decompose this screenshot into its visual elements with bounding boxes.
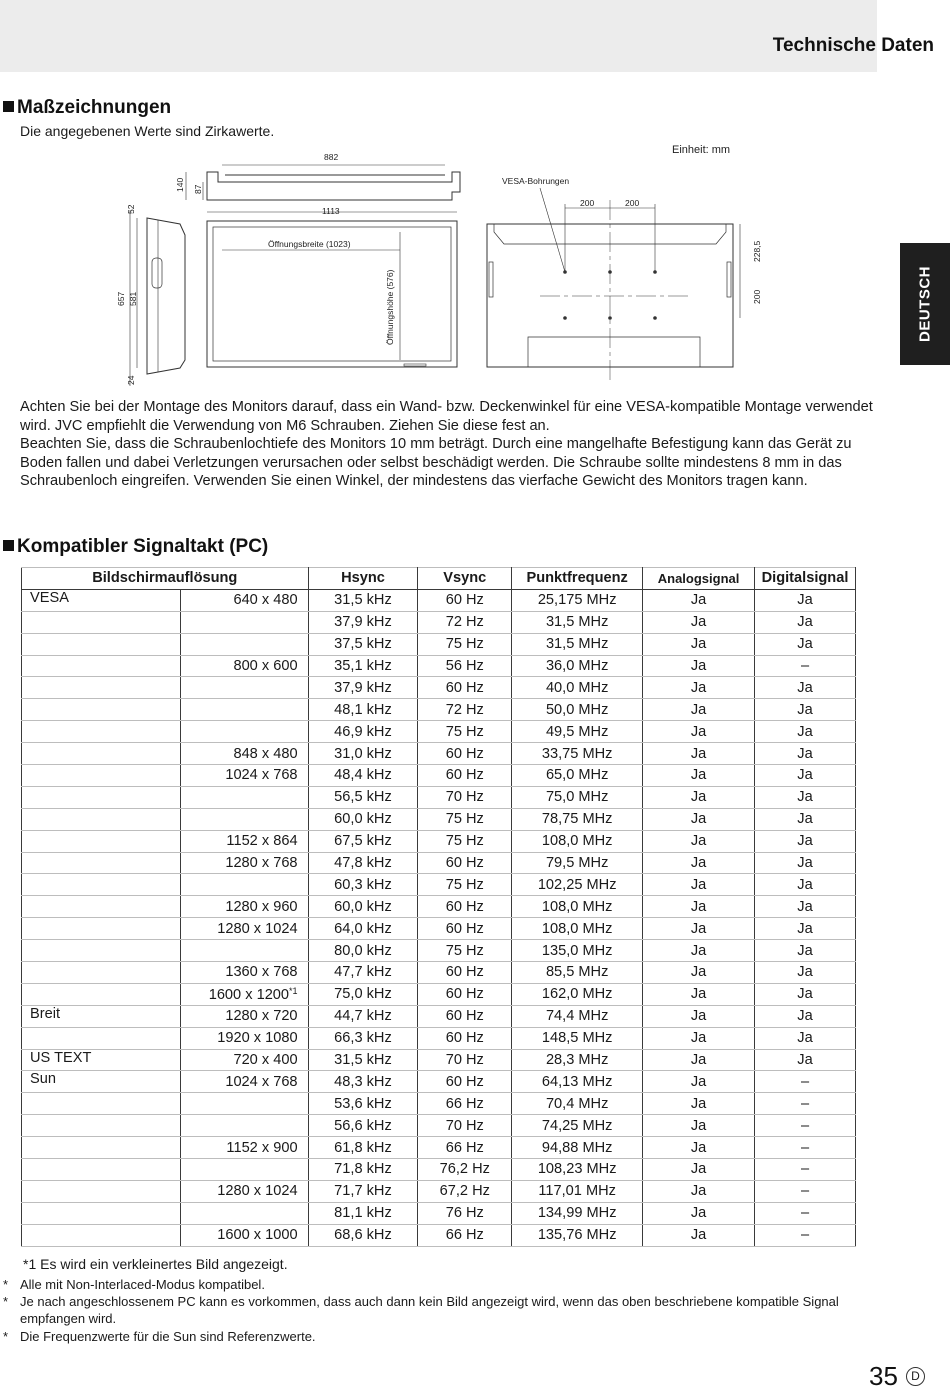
table-row — [22, 611, 856, 633]
table-row — [22, 983, 856, 1005]
cell-digital: – — [755, 1224, 856, 1246]
section-title-text: Maßzeichnungen — [17, 97, 172, 118]
cell-resolution: 1920 x 1080 — [180, 1027, 308, 1049]
cell-dotclock: 36,0 MHz — [512, 655, 643, 677]
cell-analog: Ja — [643, 655, 755, 677]
cell-digital: Ja — [755, 721, 856, 743]
dimensions-intro: Die angegebenen Werte sind Zirkawerte. — [20, 123, 275, 139]
table-row — [22, 655, 856, 677]
cell-group — [22, 918, 181, 940]
language-badge: D — [906, 1367, 925, 1386]
cell-vsync: 60 Hz — [418, 896, 512, 918]
dim-vesa-200-left: 200 — [580, 198, 595, 208]
cell-resolution — [180, 1115, 308, 1137]
dim-opening-width: Öffnungsbreite (1023) — [268, 239, 351, 249]
cell-hsync: 48,3 kHz — [308, 1071, 418, 1093]
cell-digital: – — [755, 1137, 856, 1159]
note-text: Alle mit Non-Interlaced-Modus kompatibel. — [20, 1277, 265, 1292]
cell-vsync: 60 Hz — [418, 1027, 512, 1049]
cell-vsync: 75 Hz — [418, 940, 512, 962]
cell-vsync: 60 Hz — [418, 918, 512, 940]
cell-resolution: 1600 x 1200$^{*1}$ — [180, 983, 308, 1005]
cell-analog: Ja — [643, 589, 755, 611]
cell-hsync: 46,9 kHz — [308, 721, 418, 743]
cell-resolution — [180, 721, 308, 743]
table-row — [22, 1202, 856, 1224]
dim-228-5: 228,5 — [752, 240, 762, 262]
cell-resolution — [180, 1159, 308, 1181]
cell-hsync: 67,5 kHz — [308, 830, 418, 852]
cell-analog: Ja — [643, 830, 755, 852]
cell-resolution — [180, 874, 308, 896]
column-header: Digitalsignal — [755, 568, 856, 590]
cell-group — [22, 962, 181, 984]
cell-resolution: 640 x 480 — [180, 589, 308, 611]
cell-analog: Ja — [643, 1027, 755, 1049]
table-row — [22, 743, 856, 765]
cell-hsync: 37,9 kHz — [308, 611, 418, 633]
cell-analog: Ja — [643, 1071, 755, 1093]
cell-digital: – — [755, 1202, 856, 1224]
table-row — [22, 1115, 856, 1137]
table-row — [22, 1005, 856, 1027]
cell-digital: Ja — [755, 962, 856, 984]
table-row — [22, 589, 856, 611]
cell-dotclock: 134,99 MHz — [512, 1202, 643, 1224]
cell-hsync: 56,6 kHz — [308, 1115, 418, 1137]
table-row — [22, 1049, 856, 1071]
cell-resolution: 720 x 400 — [180, 1049, 308, 1071]
cell-group — [22, 1115, 181, 1137]
cell-digital: – — [755, 1093, 856, 1115]
cell-resolution — [180, 611, 308, 633]
cell-hsync: 66,3 kHz — [308, 1027, 418, 1049]
cell-hsync: 47,7 kHz — [308, 962, 418, 984]
table-row — [22, 765, 856, 787]
column-header: Vsync — [418, 568, 512, 590]
cell-digital: – — [755, 1071, 856, 1093]
cell-dotclock: 50,0 MHz — [512, 699, 643, 721]
cell-dotclock: 135,0 MHz — [512, 940, 643, 962]
cell-group — [22, 611, 181, 633]
page-title: Technische Daten — [772, 35, 934, 56]
cell-hsync: 37,5 kHz — [308, 633, 418, 655]
cell-resolution: 1152 x 900 — [180, 1137, 308, 1159]
cell-group — [22, 1180, 181, 1202]
cell-resolution: 1280 x 960 — [180, 896, 308, 918]
table-row — [22, 677, 856, 699]
cell-analog: Ja — [643, 765, 755, 787]
cell-dotclock: 70,4 MHz — [512, 1093, 643, 1115]
table-row — [22, 721, 856, 743]
dim-52: 52 — [126, 204, 136, 214]
cell-resolution: 848 x 480 — [180, 743, 308, 765]
cell-analog: Ja — [643, 918, 755, 940]
cell-vsync: 75 Hz — [418, 721, 512, 743]
cell-digital: Ja — [755, 852, 856, 874]
cell-resolution: 1024 x 768 — [180, 1071, 308, 1093]
mounting-paragraph: Beachten Sie, dass die Schraubenlochtiefe des Monitors 10 mm beträgt. Durch eine mangelhafte Befestigung kann das Gerät zu Boden fallen und dabei Verletzungen verursachen oder selbst beschädigt werden. Die Schraube sollte mindestens 8 mm in das Schraubenloch eingreifen. Verwenden Sie einen Winkel, der mindestens das vierfache Gewicht des Monitors tragen kann. — [20, 436, 852, 490]
cell-resolution: 1280 x 1024 — [180, 918, 308, 940]
cell-dotclock: 148,5 MHz — [512, 1027, 643, 1049]
cell-group — [22, 983, 181, 1005]
cell-vsync: 75 Hz — [418, 830, 512, 852]
cell-vsync: 60 Hz — [418, 962, 512, 984]
mounting-instructions — [20, 398, 880, 491]
cell-resolution — [180, 633, 308, 655]
note-item — [3, 1276, 863, 1293]
cell-dotclock: 74,4 MHz — [512, 1005, 643, 1027]
cell-digital: – — [755, 1180, 856, 1202]
unit-label: Einheit: mm — [672, 144, 731, 156]
cell-resolution: 1024 x 768 — [180, 765, 308, 787]
cell-vsync: 60 Hz — [418, 852, 512, 874]
cell-dotclock: 65,0 MHz — [512, 765, 643, 787]
cell-dotclock: 49,5 MHz — [512, 721, 643, 743]
table-row — [22, 699, 856, 721]
cell-hsync: 53,6 kHz — [308, 1093, 418, 1115]
cell-resolution: 1152 x 864 — [180, 830, 308, 852]
table-row — [22, 874, 856, 896]
cell-vsync: 60 Hz — [418, 589, 512, 611]
cell-analog: Ja — [643, 983, 755, 1005]
cell-dotclock: 40,0 MHz — [512, 677, 643, 699]
cell-digital: Ja — [755, 699, 856, 721]
cell-vsync: 60 Hz — [418, 983, 512, 1005]
cell-group — [22, 786, 181, 808]
cell-analog: Ja — [643, 1049, 755, 1071]
cell-analog: Ja — [643, 699, 755, 721]
cell-dotclock: 162,0 MHz — [512, 983, 643, 1005]
cell-vsync: 76,2 Hz — [418, 1159, 512, 1181]
cell-vsync: 76 Hz — [418, 1202, 512, 1224]
table-row — [22, 830, 856, 852]
cell-dotclock: 85,5 MHz — [512, 962, 643, 984]
cell-digital: Ja — [755, 743, 856, 765]
cell-resolution — [180, 699, 308, 721]
cell-vsync: 60 Hz — [418, 677, 512, 699]
cell-dotclock: 78,75 MHz — [512, 808, 643, 830]
cell-dotclock: 117,01 MHz — [512, 1180, 643, 1202]
cell-hsync: 31,5 kHz — [308, 589, 418, 611]
cell-hsync: 60,3 kHz — [308, 874, 418, 896]
cell-analog: Ja — [643, 1159, 755, 1181]
section-title-signal-timing — [3, 536, 268, 558]
cell-analog: Ja — [643, 1115, 755, 1137]
cell-group — [22, 743, 181, 765]
cell-group: Breit — [22, 1005, 181, 1027]
cell-group — [22, 852, 181, 874]
cell-group — [22, 633, 181, 655]
footnote-marker: *1 — [289, 985, 298, 996]
cell-analog: Ja — [643, 874, 755, 896]
cell-vsync: 75 Hz — [418, 808, 512, 830]
cell-vsync: 70 Hz — [418, 1049, 512, 1071]
cell-group — [22, 808, 181, 830]
cell-vsync: 60 Hz — [418, 1005, 512, 1027]
cell-analog: Ja — [643, 808, 755, 830]
cell-group — [22, 896, 181, 918]
table-row — [22, 1071, 856, 1093]
table-row — [22, 962, 856, 984]
cell-resolution — [180, 808, 308, 830]
cell-hsync: 48,4 kHz — [308, 765, 418, 787]
cell-dotclock: 75,0 MHz — [512, 786, 643, 808]
cell-digital: Ja — [755, 1027, 856, 1049]
cell-vsync: 72 Hz — [418, 611, 512, 633]
cell-resolution — [180, 940, 308, 962]
cell-resolution: 1360 x 768 — [180, 962, 308, 984]
dim-140: 140 — [175, 177, 185, 192]
cell-hsync: 60,0 kHz — [308, 808, 418, 830]
cell-group: Sun — [22, 1071, 181, 1093]
cell-group — [22, 655, 181, 677]
dim-87: 87 — [193, 184, 203, 194]
cell-analog: Ja — [643, 896, 755, 918]
column-header: Hsync — [308, 568, 418, 590]
cell-vsync: 66 Hz — [418, 1137, 512, 1159]
cell-dotclock: 94,88 MHz — [512, 1137, 643, 1159]
cell-hsync: 60,0 kHz — [308, 896, 418, 918]
cell-hsync: 71,8 kHz — [308, 1159, 418, 1181]
cell-analog: Ja — [643, 743, 755, 765]
cell-analog: Ja — [643, 962, 755, 984]
cell-group: US TEXT — [22, 1049, 181, 1071]
cell-dotclock: 79,5 MHz — [512, 852, 643, 874]
table-body — [22, 589, 856, 1246]
cell-resolution: 1280 x 1024 — [180, 1180, 308, 1202]
column-header: Analogsignal — [643, 568, 755, 590]
cell-group — [22, 940, 181, 962]
cell-dotclock: 102,25 MHz — [512, 874, 643, 896]
page-number: 35 — [869, 1361, 898, 1389]
cell-resolution — [180, 1093, 308, 1115]
cell-analog: Ja — [643, 1137, 755, 1159]
table-row — [22, 896, 856, 918]
dim-opening-height: Öffnungshöhe (576) — [385, 269, 395, 345]
cell-digital: Ja — [755, 1049, 856, 1071]
cell-analog: Ja — [643, 677, 755, 699]
cell-analog: Ja — [643, 611, 755, 633]
note-item — [3, 1293, 863, 1327]
cell-group — [22, 830, 181, 852]
cell-digital: Ja — [755, 918, 856, 940]
cell-dotclock: 108,0 MHz — [512, 830, 643, 852]
square-bullet-icon — [3, 540, 14, 551]
dim-vesa-200-right: 200 — [625, 198, 640, 208]
note-text: Die Frequenzwerte für die Sun sind Referenzwerte. — [20, 1328, 316, 1344]
cell-vsync: 56 Hz — [418, 655, 512, 677]
cell-digital: Ja — [755, 874, 856, 896]
cell-dotclock: 108,0 MHz — [512, 896, 643, 918]
cell-analog: Ja — [643, 852, 755, 874]
cell-group — [22, 721, 181, 743]
cell-digital: – — [755, 1159, 856, 1181]
cell-hsync: 48,1 kHz — [308, 699, 418, 721]
cell-hsync: 44,7 kHz — [308, 1005, 418, 1027]
dim-657: 657 — [116, 291, 126, 306]
cell-hsync: 37,9 kHz — [308, 677, 418, 699]
cell-vsync: 70 Hz — [418, 1115, 512, 1137]
cell-hsync: 56,5 kHz — [308, 786, 418, 808]
cell-vsync: 75 Hz — [418, 633, 512, 655]
cell-analog: Ja — [643, 940, 755, 962]
cell-digital: Ja — [755, 896, 856, 918]
table-row — [22, 940, 856, 962]
cell-digital: Ja — [755, 611, 856, 633]
cell-vsync: 60 Hz — [418, 743, 512, 765]
note-text: Je nach angeschlossenem PC kann es vorkommen, dass auch dann kein Bild angezeigt wird, wenn das oben beschriebene kompatible Signal empfangen wird. — [20, 1294, 839, 1327]
table-header-row — [22, 568, 856, 590]
cell-vsync: 60 Hz — [418, 1071, 512, 1093]
cell-vsync: 67,2 Hz — [418, 1180, 512, 1202]
section-title-text: Kompatibler Signaltakt (PC) — [17, 536, 269, 557]
dim-581: 581 — [128, 291, 138, 306]
column-header: Bildschirmauflösung — [22, 568, 309, 590]
cell-dotclock: 33,75 MHz — [512, 743, 643, 765]
table-row — [22, 1137, 856, 1159]
cell-analog: Ja — [643, 1005, 755, 1027]
table-row — [22, 1224, 856, 1246]
cell-vsync: 72 Hz — [418, 699, 512, 721]
cell-group — [22, 765, 181, 787]
cell-hsync: 61,8 kHz — [308, 1137, 418, 1159]
cell-dotclock: 31,5 MHz — [512, 633, 643, 655]
cell-resolution — [180, 1202, 308, 1224]
cell-digital: Ja — [755, 983, 856, 1005]
cell-hsync: 80,0 kHz — [308, 940, 418, 962]
dim-vesa-200-vertical: 200 — [752, 289, 762, 304]
cell-dotclock: 64,13 MHz — [512, 1071, 643, 1093]
cell-group — [22, 874, 181, 896]
asterisk-marker: * — [3, 1294, 9, 1310]
table-row — [22, 808, 856, 830]
cell-hsync: 47,8 kHz — [308, 852, 418, 874]
cell-vsync: 66 Hz — [418, 1224, 512, 1246]
table-row — [22, 786, 856, 808]
table-row — [22, 1027, 856, 1049]
cell-analog: Ja — [643, 1224, 755, 1246]
cell-vsync: 75 Hz — [418, 874, 512, 896]
cell-digital: Ja — [755, 677, 856, 699]
cell-digital: Ja — [755, 765, 856, 787]
cell-resolution: 1280 x 768 — [180, 852, 308, 874]
cell-analog: Ja — [643, 786, 755, 808]
cell-hsync: 71,7 kHz — [308, 1180, 418, 1202]
table-row — [22, 1180, 856, 1202]
note-item — [3, 1328, 863, 1345]
cell-group — [22, 1224, 181, 1246]
cell-vsync: 60 Hz — [418, 765, 512, 787]
cell-digital: Ja — [755, 1005, 856, 1027]
cell-dotclock: 74,25 MHz — [512, 1115, 643, 1137]
footnote: *1 Es wird ein verkleinertes Bild angezeigt. — [23, 1256, 288, 1272]
cell-group — [22, 1202, 181, 1224]
cell-dotclock: 108,0 MHz — [512, 918, 643, 940]
cell-group — [22, 1137, 181, 1159]
mounting-paragraph: Achten Sie bei der Montage des Monitors darauf, dass ein Wand- bzw. Deckenwinkel für eine VESA-kompatible Montage verwendet wird. JVC empfiehlt die Verwendung von M6 Schrauben. Ziehen Sie diese fest an. — [20, 399, 873, 434]
cell-hsync: 31,0 kHz — [308, 743, 418, 765]
cell-dotclock: 31,5 MHz — [512, 611, 643, 633]
asterisk-marker: * — [3, 1277, 9, 1292]
cell-hsync: 75,0 kHz — [308, 983, 418, 1005]
cell-dotclock: 135,76 MHz — [512, 1224, 643, 1246]
cell-digital: Ja — [755, 808, 856, 830]
column-header: Punktfrequenz — [512, 568, 643, 590]
notes-list — [3, 1276, 863, 1345]
cell-resolution: 1600 x 1000 — [180, 1224, 308, 1246]
cell-hsync: 35,1 kHz — [308, 655, 418, 677]
cell-digital: Ja — [755, 830, 856, 852]
dimension-drawing — [0, 0, 950, 395]
cell-digital: Ja — [755, 633, 856, 655]
table-row — [22, 1159, 856, 1181]
cell-vsync: 66 Hz — [418, 1093, 512, 1115]
asterisk-marker: * — [3, 1328, 9, 1344]
cell-hsync: 68,6 kHz — [308, 1224, 418, 1246]
dim-882: 882 — [324, 152, 339, 162]
cell-hsync: 31,5 kHz — [308, 1049, 418, 1071]
cell-dotclock: 28,3 MHz — [512, 1049, 643, 1071]
cell-hsync: 81,1 kHz — [308, 1202, 418, 1224]
cell-analog: Ja — [643, 721, 755, 743]
cell-analog: Ja — [643, 1202, 755, 1224]
language-tab-label: DEUTSCH — [916, 265, 934, 343]
cell-digital: – — [755, 1115, 856, 1137]
cell-analog: Ja — [643, 1093, 755, 1115]
cell-digital: Ja — [755, 589, 856, 611]
signal-timing-table — [21, 567, 856, 1247]
cell-digital: Ja — [755, 940, 856, 962]
cell-digital: – — [755, 655, 856, 677]
dim-24: 24 — [126, 375, 136, 385]
table-row — [22, 633, 856, 655]
dim-1113: 1113 — [322, 206, 340, 216]
table-row — [22, 918, 856, 940]
cell-hsync: 64,0 kHz — [308, 918, 418, 940]
cell-analog: Ja — [643, 1180, 755, 1202]
cell-resolution — [180, 786, 308, 808]
cell-resolution: 800 x 600 — [180, 655, 308, 677]
cell-group — [22, 699, 181, 721]
cell-resolution: 1280 x 720 — [180, 1005, 308, 1027]
cell-resolution — [180, 677, 308, 699]
cell-vsync: 70 Hz — [418, 786, 512, 808]
vesa-holes-label: VESA-Bohrungen — [502, 176, 570, 186]
cell-dotclock: 108,23 MHz — [512, 1159, 643, 1181]
table-row — [22, 1093, 856, 1115]
cell-group — [22, 1093, 181, 1115]
table-row — [22, 852, 856, 874]
cell-group — [22, 1159, 181, 1181]
cell-digital: Ja — [755, 786, 856, 808]
cell-group: VESA — [22, 589, 181, 611]
cell-dotclock: 25,175 MHz — [512, 589, 643, 611]
cell-group — [22, 677, 181, 699]
cell-analog: Ja — [643, 633, 755, 655]
cell-group — [22, 1027, 181, 1049]
